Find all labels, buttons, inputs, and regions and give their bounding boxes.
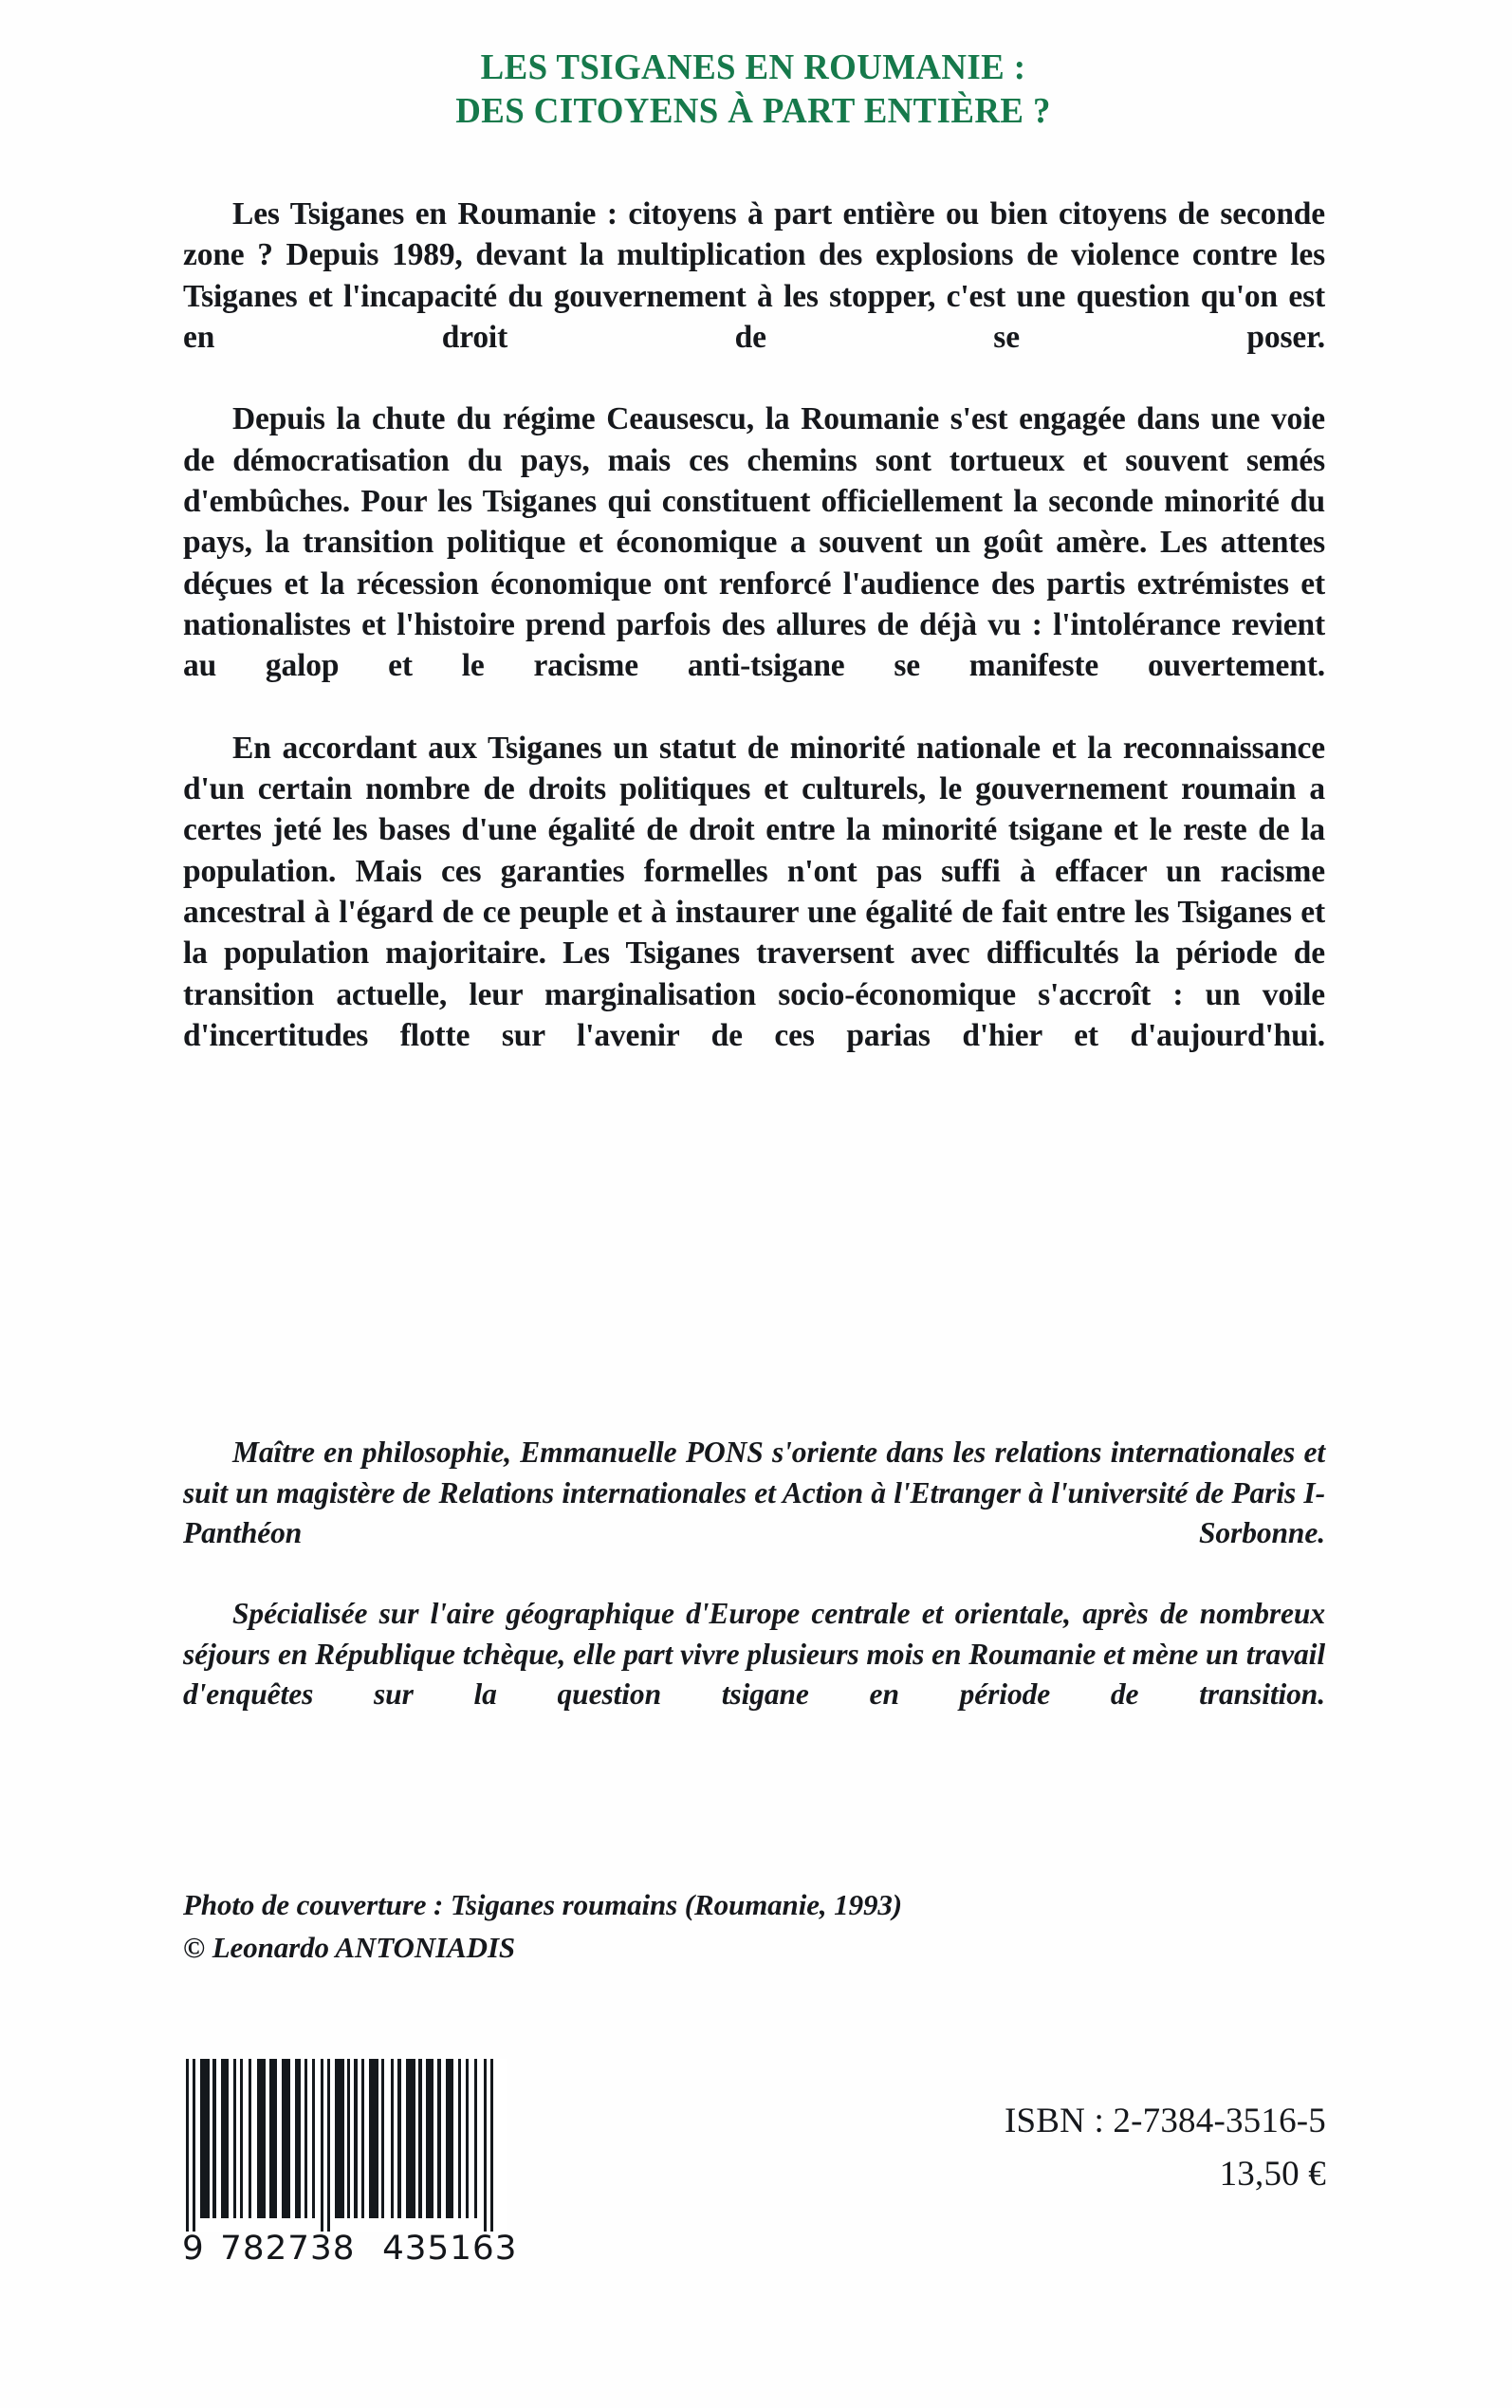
barcode-digits	[180, 2230, 518, 2268]
photo-credit-line-1: Photo de couverture : Tsiganes roumains (Roumanie, 1993)	[183, 1888, 902, 1921]
photo-credit	[183, 1883, 1325, 1969]
blurb-text	[183, 194, 1325, 1098]
title-line-2: DES CITOYENS À PART ENTIÈRE ?	[455, 91, 1051, 131]
blurb-paragraph-2: Depuis la chute du régime Ceausescu, la Roumanie s'est engagée dans une voie de démocratisation du pays, mais ces chemins sont tortueux et souvent semés d'embûches. Pour les Tsiganes qui constituent officiellement la seconde minorité du pays, la transition politique et économique a souvent un goût amère. Les attentes déçues et la récession économique ont renforcé l'audience des partis extrémistes et nationalistes et l'histoire prend parfois des allures de déjà vu : l'intolérance revient au galop et le racisme anti-tsigane se manifeste ouvertement.	[183, 401, 1325, 684]
barcode-digit-group-middle: 782738	[220, 2230, 356, 2268]
page-title	[183, 46, 1323, 133]
barcode-bars-icon	[180, 2059, 507, 2232]
author-bio-paragraph-2: Spécialisée sur l'aire géographique d'Europe centrale et orientale, après de nombreux séjours en République tchèque, elle part vivre plusieurs mois en Roumanie et mène un travail d'enquêtes sur la question tsigane en période de transition.	[183, 1597, 1325, 1711]
cover-footer	[0, 2040, 1512, 2325]
author-bio	[183, 1433, 1325, 1755]
title-line-1: LES TSIGANES EN ROUMANIE :	[480, 47, 1026, 87]
barcode-digit-group-right: 435163	[382, 2230, 518, 2268]
barcode	[180, 2059, 522, 2268]
blurb-paragraph-3: En accordant aux Tsiganes un statut de minorité nationale et la reconnaissance d'un certain nombre de droits politiques et culturels, le gouvernement roumain a certes jeté les bases d'une égalité de droit entre la minorité tsigane et le reste de la population. Mais ces garanties formelles n'ont pas suffi à effacer un racisme ancestral à l'égard de ce peuple et à instaurer une égalité de fait entre les Tsiganes et la population majoritaire. Les Tsiganes traversent avec difficultés la période de transition actuelle, leur marginalisation socio-économique s'accroît : un voile d'incertitudes flotte sur l'avenir de ces parias d'hier et d'aujourd'hui.	[183, 730, 1325, 1053]
author-bio-paragraph-1: Maître en philosophie, Emmanuelle PONS s'oriente dans les relations internationales et suit un magistère de Relations internationales et Action à l'Etranger à l'université de Paris I-Panthéon Sorbonne.	[183, 1436, 1325, 1549]
blurb-paragraph-1: Les Tsiganes en Roumanie : citoyens à part entière ou bien citoyens de seconde zone ? Depuis 1989, devant la multiplication des explosions de violence contre les Tsiganes et l'incapacité du gouvernement à les stopper, c'est une question qu'on est en droit de se poser.	[183, 196, 1325, 355]
isbn-text: ISBN : 2-7384-3516-5	[1004, 2102, 1326, 2140]
barcode-digit-group-left: 9	[182, 2230, 205, 2268]
price-text: 13,50 €	[1219, 2155, 1326, 2194]
photo-credit-line-2: © Leonardo ANTONIADIS	[183, 1931, 516, 1964]
isbn-and-price	[1005, 2095, 1326, 2201]
